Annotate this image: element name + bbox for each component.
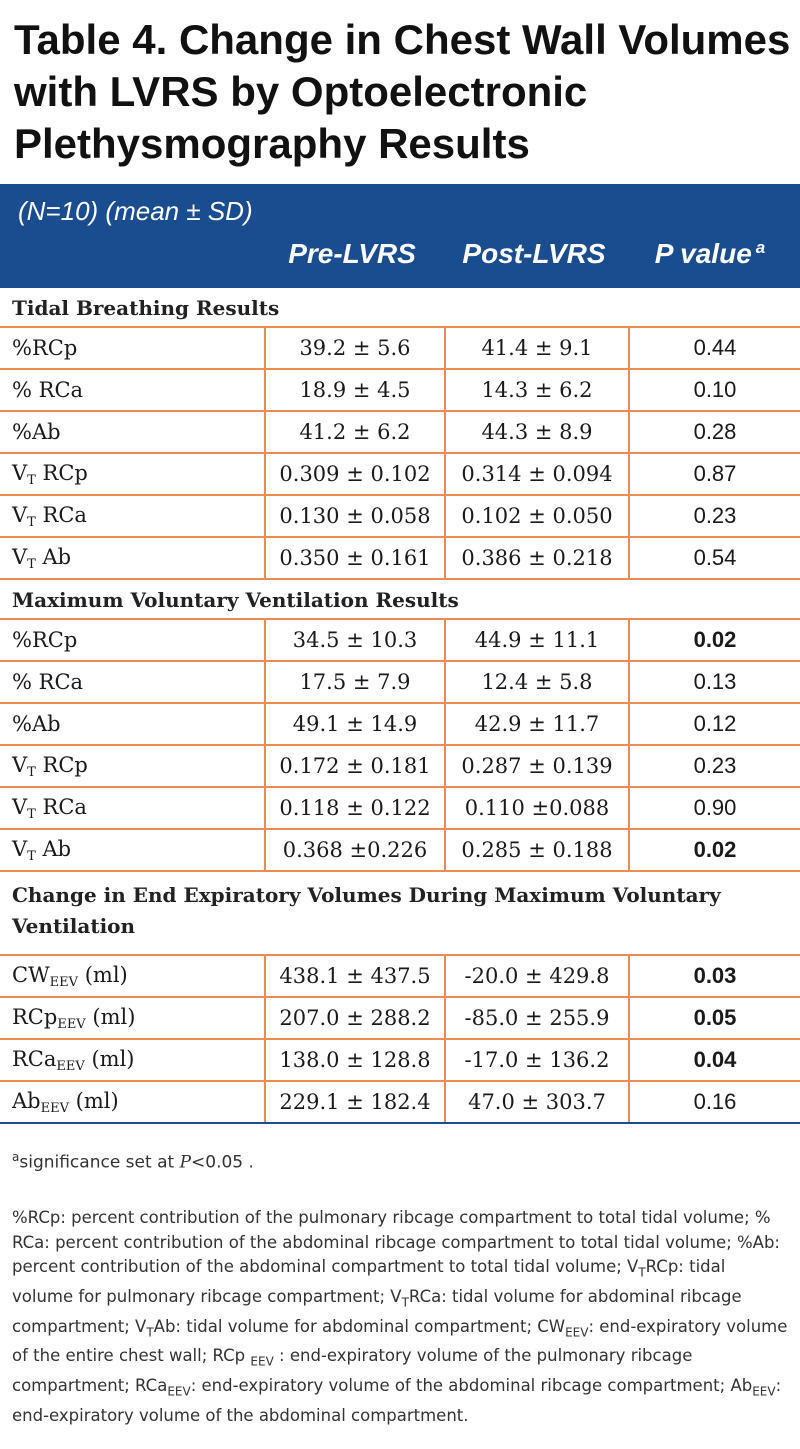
row-label-cell [0, 370, 266, 410]
table-row [0, 956, 800, 998]
abbrev-text: RCp: tidal volume for pulmonary ribcage compartment; V [12, 1257, 726, 1306]
table-row [0, 496, 800, 538]
row-label [12, 1047, 134, 1074]
table-row [0, 662, 800, 704]
row-label-subscript: T [27, 514, 36, 530]
abbrev-subscript: EEV [167, 1384, 191, 1399]
abbrev-subscript: T [146, 1324, 154, 1339]
abbrev-text: Ab: tidal volume for abdominal compartment; CW [153, 1316, 566, 1336]
table-row [0, 746, 800, 788]
section-heading: Maximum Voluntary Ventilation Results [0, 580, 800, 620]
abbrev-text: %RCp: percent contribution of the pulmonary ribcage compartment to total tidal volume; % RCa: percent contribution of the abdominal ribcage compartment to total tidal volume; %Ab: percent contribution of the abdominal compartment to total tidal volume; V [12, 1208, 780, 1276]
p-value: 0.16 [693, 1089, 737, 1114]
pre-lvrs-value: 229.1 ± 182.4 [266, 1082, 446, 1122]
pre-lvrs-value: 207.0 ± 288.2 [266, 998, 446, 1038]
pre-lvrs-value: 0.368 ±0.226 [266, 830, 446, 870]
row-label-cell [0, 1040, 266, 1080]
post-lvrs-value: 0.287 ± 0.139 [446, 746, 630, 786]
p-value-label: P value [654, 238, 752, 269]
post-lvrs-value: -85.0 ± 255.9 [446, 998, 630, 1038]
pre-lvrs-value: 17.5 ± 7.9 [266, 662, 446, 702]
row-label-subscript: T [27, 764, 36, 780]
pre-lvrs-value: 438.1 ± 437.5 [266, 956, 446, 996]
row-label-suffix: (ml) [78, 962, 128, 987]
p-value: 0.13 [693, 669, 737, 694]
p-value-footnote-marker: a [755, 238, 766, 257]
post-lvrs-value: 0.110 ±0.088 [446, 788, 630, 828]
abbrev-subscript: T [638, 1265, 646, 1280]
row-label-suffix: RCa [35, 502, 87, 527]
abbrev-subscript: T [401, 1295, 409, 1310]
row-label-main: V [12, 502, 28, 527]
row-label [12, 795, 87, 822]
p-value: 0.23 [693, 503, 737, 528]
pre-lvrs-value: 41.2 ± 6.2 [266, 412, 446, 452]
row-label-cell [0, 1082, 266, 1122]
row-label-main: Ab [12, 1088, 41, 1113]
table-title: Table 4. Change in Chest Wall Volumes with LVRS by Optoelectronic Plethysmography Results [14, 16, 791, 167]
column-header-pre: Pre-LVRS [288, 238, 416, 269]
post-lvrs-value: 41.4 ± 9.1 [446, 328, 630, 368]
row-label-cell [0, 788, 266, 828]
row-label-cell [0, 412, 266, 452]
row-label-main: V [12, 460, 28, 485]
significance-footnote [12, 1150, 792, 1173]
row-label [12, 628, 77, 652]
row-label-main: V [12, 794, 28, 819]
post-lvrs-value: 0.386 ± 0.218 [446, 538, 630, 578]
table-row [0, 704, 800, 746]
row-label [12, 1089, 119, 1116]
p-value: 0.44 [693, 335, 737, 360]
footnote-p-symbol: P [179, 1152, 192, 1173]
p-value: 0.54 [693, 545, 737, 570]
row-label-cell [0, 704, 266, 744]
pre-lvrs-value: 18.9 ± 4.5 [266, 370, 446, 410]
post-lvrs-value: -17.0 ± 136.2 [446, 1040, 630, 1080]
row-label-suffix: Ab [35, 836, 72, 861]
row-label-cell [0, 830, 266, 870]
table-row [0, 454, 800, 496]
row-label [12, 712, 61, 736]
footnote-threshold: <0.05 . [191, 1152, 254, 1173]
pre-lvrs-value: 39.2 ± 5.6 [266, 328, 446, 368]
table-row [0, 1040, 800, 1082]
table-row [0, 998, 800, 1040]
row-label-main: RCp [12, 1004, 58, 1029]
row-label-subscript: T [27, 556, 36, 572]
abbrev-subscript: EEV [565, 1324, 589, 1339]
p-value: 0.12 [693, 711, 737, 736]
post-lvrs-value: 0.314 ± 0.094 [446, 454, 630, 494]
p-value: 0.04 [693, 1047, 737, 1072]
row-label-cell [0, 956, 266, 996]
row-label [12, 753, 88, 780]
p-value: 0.28 [693, 419, 737, 444]
row-label [12, 545, 71, 572]
table-row [0, 620, 800, 662]
row-label [12, 670, 83, 694]
sample-size-label: (N=10) (mean ± SD) [18, 196, 253, 226]
row-label-subscript: T [27, 848, 36, 864]
post-lvrs-value: 0.285 ± 0.188 [446, 830, 630, 870]
row-label-suffix: (ml) [84, 1046, 135, 1071]
row-label-main: % RCa [12, 378, 84, 402]
abbrev-text: : end-expiratory volume of the abdominal ribcage compartment; Ab [190, 1376, 753, 1396]
p-value: 0.02 [693, 837, 737, 862]
row-label-cell [0, 538, 266, 578]
row-label-subscript: EEV [40, 1100, 69, 1116]
post-lvrs-value: 42.9 ± 11.7 [446, 704, 630, 744]
row-label-suffix: RCp [35, 752, 88, 777]
row-label [12, 1005, 135, 1032]
row-label-main: %Ab [12, 420, 61, 444]
row-label [12, 837, 71, 864]
post-lvrs-value: 12.4 ± 5.8 [446, 662, 630, 702]
footnote-text: significance set at [19, 1152, 180, 1173]
p-value: 0.03 [693, 963, 737, 988]
table-row [0, 1082, 800, 1124]
table-row [0, 412, 800, 454]
abbrev-text: : end-expiratory volume of the pulmonary ribcage compartment; RCa [12, 1346, 693, 1396]
table-row [0, 830, 800, 872]
row-label [12, 461, 88, 488]
row-label-suffix: Ab [35, 544, 72, 569]
abbrev-text: : end-expiratory volume of the abdominal compartment. [12, 1376, 782, 1425]
post-lvrs-value: 47.0 ± 303.7 [446, 1082, 630, 1122]
pre-lvrs-value: 0.350 ± 0.161 [266, 538, 446, 578]
row-label-main: %Ab [12, 712, 61, 736]
row-label [12, 378, 83, 402]
post-lvrs-value: 0.102 ± 0.050 [446, 496, 630, 536]
abbrev-subscript: EEV [250, 1354, 274, 1369]
row-label-cell [0, 746, 266, 786]
pre-lvrs-value: 0.309 ± 0.102 [266, 454, 446, 494]
row-label-main: V [12, 544, 28, 569]
row-label-subscript: T [27, 806, 36, 822]
p-value: 0.90 [693, 795, 737, 820]
row-label-subscript: EEV [57, 1016, 86, 1032]
row-label-main: CW [12, 962, 50, 987]
p-value: 0.23 [693, 753, 737, 778]
abbreviations-note [12, 1206, 788, 1428]
p-value: 0.87 [693, 461, 737, 486]
row-label [12, 420, 61, 444]
pre-lvrs-value: 0.172 ± 0.181 [266, 746, 446, 786]
row-label-main: %RCp [12, 628, 78, 652]
row-label-main: % RCa [12, 670, 84, 694]
p-value: 0.02 [693, 627, 737, 652]
row-label-subscript: T [27, 472, 36, 488]
table-row [0, 788, 800, 830]
row-label-subscript: EEV [56, 1058, 85, 1074]
post-lvrs-value: 14.3 ± 6.2 [446, 370, 630, 410]
column-header-post: Post-LVRS [462, 238, 606, 269]
pre-lvrs-value: 34.5 ± 10.3 [266, 620, 446, 660]
row-label-suffix: RCp [35, 460, 88, 485]
results-table [0, 288, 800, 1124]
row-label-cell [0, 662, 266, 702]
p-value: 0.10 [693, 377, 737, 402]
abbrev-text: RCa: tidal volume for abdominal ribcage compartment; V [12, 1286, 742, 1336]
pre-lvrs-value: 0.130 ± 0.058 [266, 496, 446, 536]
section-heading: Tidal Breathing Results [0, 288, 800, 328]
row-label-cell [0, 454, 266, 494]
row-label [12, 503, 87, 530]
row-label-main: V [12, 752, 28, 777]
row-label-suffix: (ml) [85, 1004, 136, 1029]
pre-lvrs-value: 49.1 ± 14.9 [266, 704, 446, 744]
row-label-main: V [12, 836, 28, 861]
post-lvrs-value: 44.9 ± 11.1 [446, 620, 630, 660]
pre-lvrs-value: 0.118 ± 0.122 [266, 788, 446, 828]
table-row [0, 328, 800, 370]
row-label-cell [0, 328, 266, 368]
row-label [12, 963, 128, 990]
column-header-p-value [630, 238, 790, 272]
row-label [12, 336, 77, 360]
abbrev-subscript: EEV [752, 1384, 776, 1399]
table-row [0, 370, 800, 412]
row-label-cell [0, 620, 266, 660]
row-label-main: RCa [12, 1046, 57, 1071]
row-label-suffix: RCa [35, 794, 87, 819]
abbrev-text: : end-expiratory volume of the entire chest wall; RCp [12, 1316, 788, 1366]
row-label-cell [0, 496, 266, 536]
row-label-cell [0, 998, 266, 1038]
post-lvrs-value: -20.0 ± 429.8 [446, 956, 630, 996]
row-label-main: %RCp [12, 336, 78, 360]
pre-lvrs-value: 138.0 ± 128.8 [266, 1040, 446, 1080]
footnote-marker: a [12, 1150, 20, 1164]
row-label-suffix: (ml) [68, 1088, 119, 1113]
table-row [0, 538, 800, 580]
post-lvrs-value: 44.3 ± 8.9 [446, 412, 630, 452]
section-heading: Change in End Expiratory Volumes During Maximum Voluntary Ventilation [0, 872, 800, 956]
row-label-subscript: EEV [49, 974, 79, 990]
p-value: 0.05 [693, 1005, 737, 1030]
